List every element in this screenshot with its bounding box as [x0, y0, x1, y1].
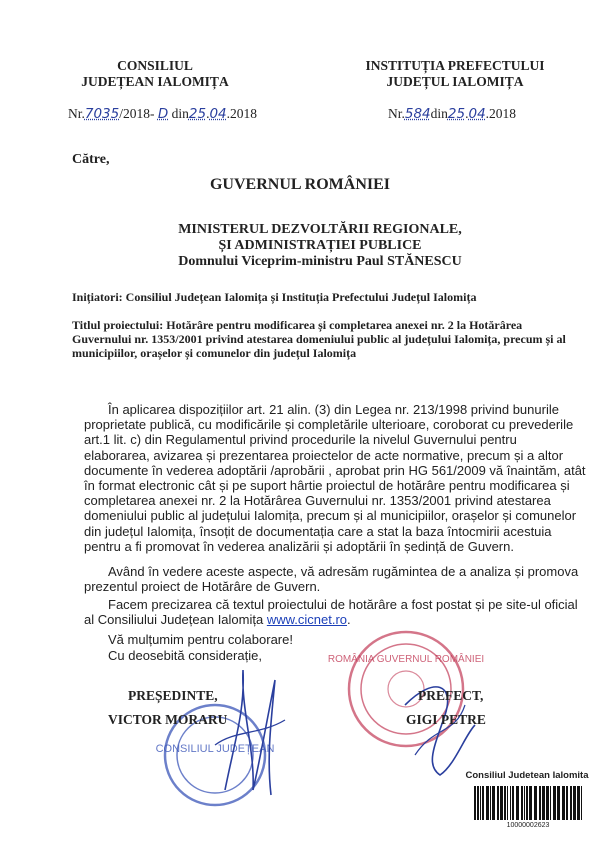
body-paragraph-1 [84, 402, 586, 554]
barcode-bar [534, 786, 537, 820]
nr-handwritten-number: 7035 [84, 106, 120, 122]
barcode-bar [507, 786, 508, 820]
nr-handwritten-letter: D [157, 106, 169, 122]
barcode-bar [546, 786, 549, 820]
barcode-bar [516, 786, 519, 820]
p3-line1: Facem precizarea că textul proiectului de hotărâre a fost postat și pe site-ul oficial [108, 597, 578, 612]
nr-year-suffix: .2018 [485, 106, 517, 121]
nr-handwritten-month: 04 [468, 106, 486, 122]
ministry-line2: ȘI ADMINISTRAȚIEI PUBLICE [218, 238, 422, 253]
p1-line: În aplicarea dispozițiilor art. 21 alin. (3) din Legea nr. 213/1998 privind bunurile [108, 402, 559, 417]
barcode-bar [550, 786, 551, 820]
barcode-bar [474, 786, 476, 820]
registration-number-left: Nr.7035/2018- D din25.04.2018 [68, 106, 258, 122]
barcode-label-block [462, 770, 592, 781]
barcode-number: 10000002623 [506, 822, 550, 829]
issuer-right-line1: INSTITUȚIA PREFECTULUI [365, 58, 545, 73]
initiators: Inițiatori: Consiliul Județean Ialomița și Instituția Prefectului Județul Ialomița [72, 290, 477, 304]
p1-line: pentru a fi promovat în vederea analizării și adoptării în ședință de Guvern. [84, 538, 514, 554]
project-title-line3: municipiilor, orașelor și comunelor din județul Ialomița [72, 346, 357, 360]
barcode-bar [480, 786, 481, 820]
barcode-bar [526, 786, 528, 820]
issuer-left-line2: JUDEȚEAN IALOMIȚA [81, 74, 229, 89]
barcode-bar [477, 786, 479, 820]
issuer-left-line1: CONSILIUL [117, 58, 193, 73]
p1-line: elaborarea, avizarea și prezentarea proiectelor de acte normative, precum și a altor [84, 447, 564, 463]
barcode-bar [512, 786, 514, 820]
barcode-bar [529, 786, 532, 820]
issuer-left [70, 58, 240, 90]
p2-line: prezentul proiect de Hotărâre de Guvern. [84, 579, 321, 595]
barcode-image [472, 786, 584, 820]
registration-number-right: Nr.584din25.04.2018 [388, 106, 517, 122]
p1-line: din județul Ialomița, însoțit de documentația care a stat la baza întocmirii acestuia [84, 523, 552, 539]
barcode-bar [486, 786, 489, 820]
barcode-bar [497, 786, 499, 820]
body-paragraph-2 [84, 564, 579, 595]
signature-left-title: PREȘEDINTE, [128, 688, 218, 703]
nr-label: Nr. [388, 106, 405, 121]
p1-line: completarea anexei nr. 2 la Hotărârea Guvernului nr. 1353/2001 privind atestarea [84, 493, 551, 509]
p1-line: în format electronic cât și pe suport hârtie proiectul de hotărâre pentru modificarea și [84, 478, 570, 494]
signature-left-name: VICTOR MORARU [108, 712, 228, 727]
p1-line: proprietate publică, cu modificările și completările ulterioare, coroborat cu prevederile [84, 417, 574, 433]
nr-din: din [430, 106, 448, 121]
nr-handwritten-day: 25 [447, 106, 466, 122]
barcode-bar [553, 786, 556, 820]
thanks-line: Vă mulțumim pentru colaborare! [108, 632, 293, 647]
addressee-ministry [110, 222, 530, 270]
nr-label: Nr. [68, 106, 85, 121]
barcode-bar [539, 786, 541, 820]
barcode-bar [562, 786, 565, 820]
addressee-government: GUVERNUL ROMÂNIEI [209, 176, 390, 193]
p3-suffix: . [347, 612, 351, 628]
barcode-bar [542, 786, 545, 820]
barcode-bar [566, 786, 568, 820]
barcode-bar [577, 786, 580, 820]
p1-line: domeniului public al județului Ialomița, precum și al municipiilor, orașelor și comunelor [84, 508, 577, 524]
issuer-right [350, 58, 560, 90]
addressee-catre: Către, [72, 152, 110, 167]
barcode-bar [581, 786, 582, 820]
p1-line: art.1 lit. c) din Regulamentul privind procedurile la nivelul Guvernului pentru [84, 432, 517, 448]
nr-year-suffix: .2018 [226, 106, 258, 121]
barcode-bar [573, 786, 576, 820]
barcode-bar [570, 786, 572, 820]
signature-right-name: GIGI PETRE [406, 712, 486, 727]
project-title-line1: Titlul proiectului: Hotărâre pentru modificarea și completarea anexei nr. 2 la Hotărârea [72, 318, 523, 332]
regards-line: Cu deosebită considerație, [108, 648, 262, 663]
left-stamp-text: CONSILIUL JUDEȚEAN [155, 743, 275, 755]
barcode-bar [524, 786, 525, 820]
issuer-right-line2: JUDEȚUL IALOMIȚA [386, 74, 524, 89]
nr-year: /2018- [119, 106, 155, 121]
barcode-bar [490, 786, 491, 820]
ministry-line1: MINISTERUL DEZVOLTĂRII REGIONALE, [178, 222, 462, 237]
project-title-line2: Guvernului nr. 1353/2001 privind atestarea domeniului public al județului Ialomița, precum și al [72, 332, 566, 346]
barcode-bar [482, 786, 484, 820]
p1-line: documente în vederea adoptării /aprobării , aprobat prin HG 561/2009 vă înaintăm, atât [84, 462, 586, 478]
nr-handwritten-day: 25 [188, 106, 207, 122]
p2-line: Având în vedere aceste aspecte, vă adresăm rugămintea de a analiza și promova [108, 564, 579, 579]
nr-handwritten-month: 04 [209, 106, 227, 122]
barcode-bar [504, 786, 506, 820]
project-title [72, 318, 566, 360]
nr-din: din [171, 106, 189, 121]
barcode-bar [492, 786, 495, 820]
nr-handwritten-number: 584 [404, 106, 431, 122]
barcode-label: Consiliul Judetean Ialomita [465, 770, 589, 781]
ministry-line3: Domnului Viceprim-ministru Paul STĂNESCU [178, 254, 462, 269]
body-paragraph-3 [84, 597, 578, 628]
barcode-bar [521, 786, 523, 820]
signature-right-title: PREFECT, [418, 688, 484, 703]
barcode-bar [500, 786, 503, 820]
barcode-bar [557, 786, 560, 820]
barcode-bar [510, 786, 511, 820]
right-stamp-text: ROMÂNIA GUVERNUL ROMÂNIEI [327, 654, 485, 665]
website-link[interactable]: www.cicnet.ro [266, 612, 348, 628]
p3-line2-text: al Consiliului Județean Ialomița [84, 612, 267, 628]
